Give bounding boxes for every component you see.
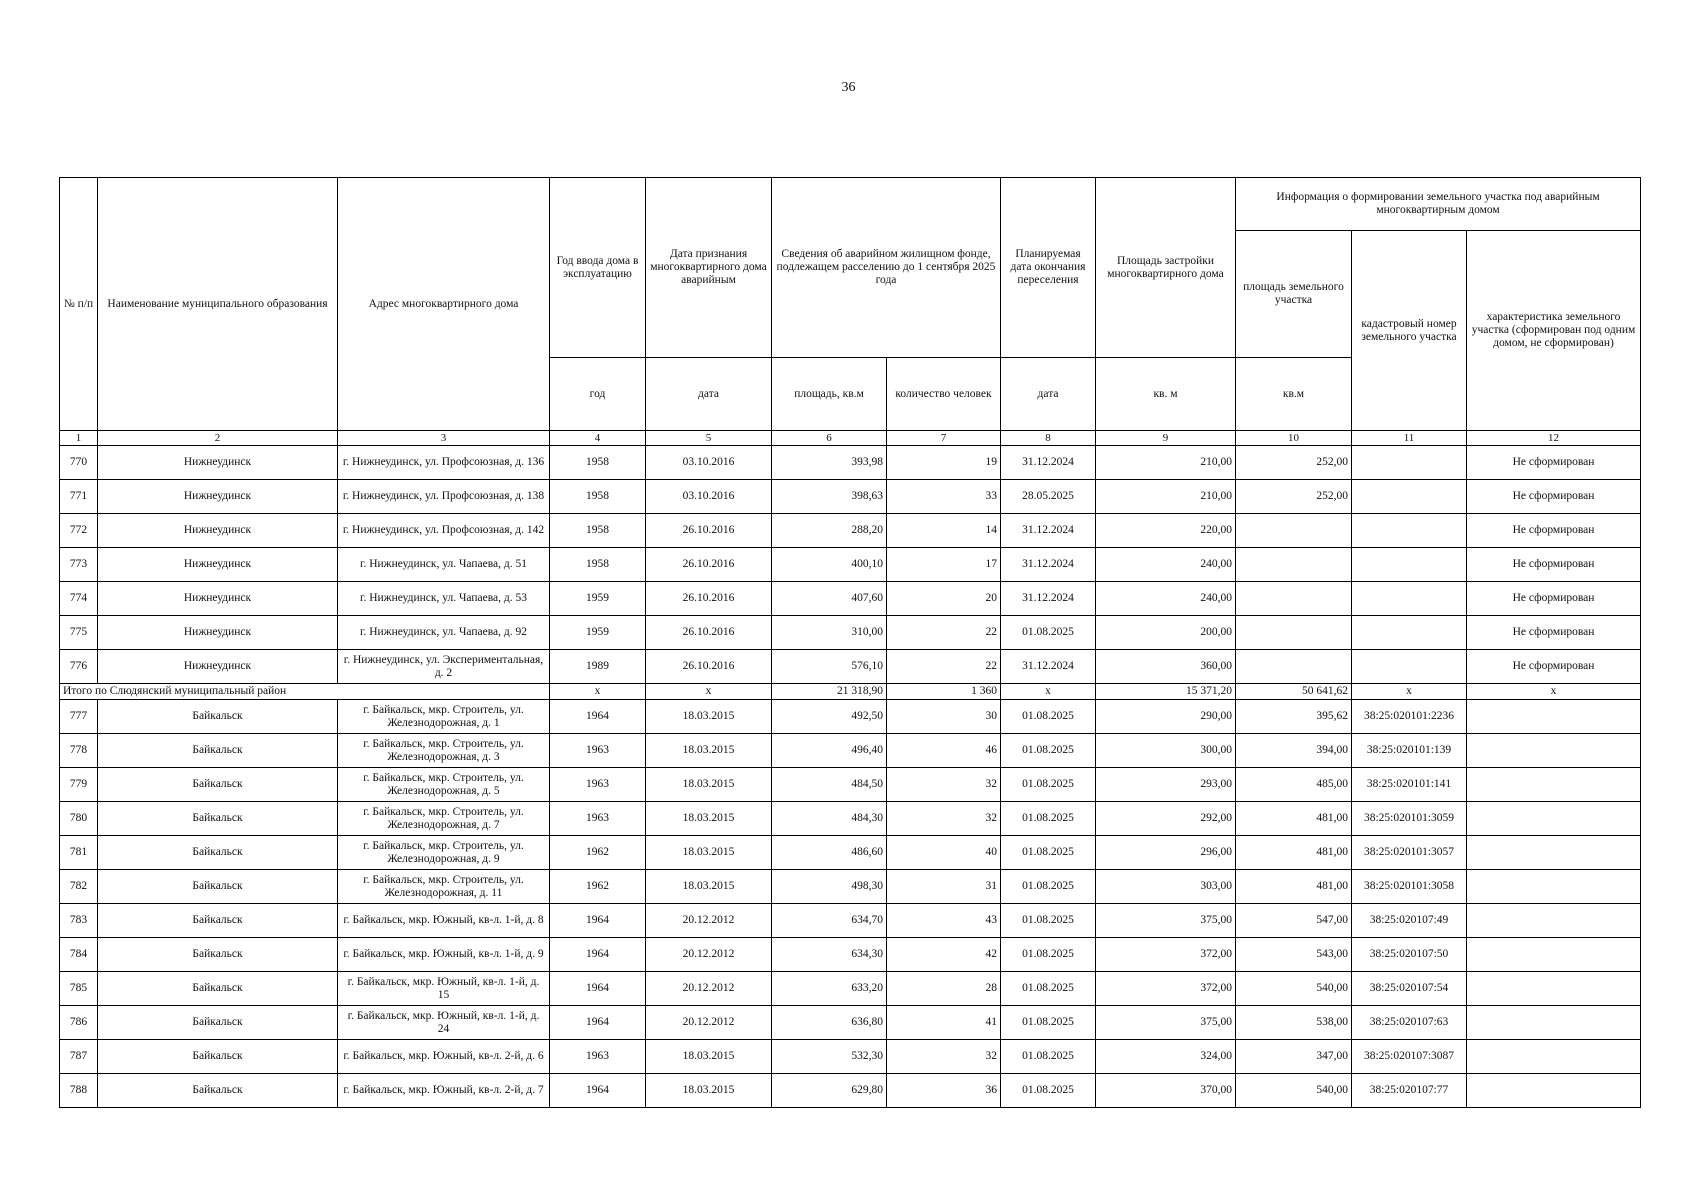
table-row bbox=[60, 768, 1641, 802]
table-body-baikalsk bbox=[60, 700, 1641, 1108]
resettlement-date-cell: 01.08.2025 bbox=[1001, 1040, 1096, 1074]
header-land-status: характеристика земельного участка (сформирован под одним домом, не сформирован) bbox=[1467, 231, 1641, 431]
total-cell: х bbox=[550, 684, 646, 700]
table-row bbox=[60, 1074, 1641, 1108]
people-count-cell: 19 bbox=[887, 446, 1001, 480]
people-count-cell: 46 bbox=[887, 734, 1001, 768]
area-cell: 484,30 bbox=[772, 802, 887, 836]
address-cell: г. Нижнеудинск, ул. Профсоюзная, д. 138 bbox=[338, 480, 550, 514]
people-count-cell: 14 bbox=[887, 514, 1001, 548]
emergency-date-cell: 20.12.2012 bbox=[646, 1006, 772, 1040]
row-number-cell: 785 bbox=[60, 972, 98, 1006]
row-number-cell: 778 bbox=[60, 734, 98, 768]
address-cell: г. Байкальск, мкр. Строитель, ул. Железнодорожная, д. 7 bbox=[338, 802, 550, 836]
building-area-cell: 210,00 bbox=[1096, 446, 1236, 480]
emergency-date-cell: 18.03.2015 bbox=[646, 870, 772, 904]
resettlement-date-cell: 01.08.2025 bbox=[1001, 700, 1096, 734]
unit-date: дата bbox=[646, 358, 772, 431]
building-area-cell: 200,00 bbox=[1096, 616, 1236, 650]
emergency-date-cell: 03.10.2016 bbox=[646, 480, 772, 514]
land-status-cell: Не сформирован bbox=[1467, 650, 1641, 684]
emergency-date-cell: 26.10.2016 bbox=[646, 582, 772, 616]
municipality-cell: Байкальск bbox=[98, 768, 338, 802]
address-cell: г. Байкальск, мкр. Строитель, ул. Железнодорожная, д. 3 bbox=[338, 734, 550, 768]
column-number: 10 bbox=[1236, 431, 1352, 446]
year-built-cell: 1958 bbox=[550, 514, 646, 548]
header-building-area: Площадь застройки многоквартирного дома bbox=[1096, 178, 1236, 358]
emergency-date-cell: 20.12.2012 bbox=[646, 972, 772, 1006]
cadastral-number-cell: 38:25:020107:50 bbox=[1352, 938, 1467, 972]
land-area-cell: 543,00 bbox=[1236, 938, 1352, 972]
year-built-cell: 1958 bbox=[550, 480, 646, 514]
total-cell: 15 371,20 bbox=[1096, 684, 1236, 700]
municipality-cell: Байкальск bbox=[98, 938, 338, 972]
emergency-date-cell: 20.12.2012 bbox=[646, 938, 772, 972]
land-area-cell bbox=[1236, 650, 1352, 684]
people-count-cell: 32 bbox=[887, 802, 1001, 836]
address-cell: г. Байкальск, мкр. Строитель, ул. Железнодорожная, д. 11 bbox=[338, 870, 550, 904]
municipality-cell: Байкальск bbox=[98, 870, 338, 904]
table-row bbox=[60, 514, 1641, 548]
land-status-cell bbox=[1467, 768, 1641, 802]
land-status-cell bbox=[1467, 938, 1641, 972]
building-area-cell: 303,00 bbox=[1096, 870, 1236, 904]
table-total-section bbox=[60, 684, 1641, 700]
land-status-cell bbox=[1467, 734, 1641, 768]
unit-plan-date: дата bbox=[1001, 358, 1096, 431]
people-count-cell: 33 bbox=[887, 480, 1001, 514]
building-area-cell: 324,00 bbox=[1096, 1040, 1236, 1074]
table-row bbox=[60, 938, 1641, 972]
land-area-cell: 481,00 bbox=[1236, 836, 1352, 870]
total-cell: 50 641,62 bbox=[1236, 684, 1352, 700]
header-land-plot-group: Информация о формировании земельного участка под аварийным многоквартирным домом bbox=[1236, 178, 1641, 231]
total-cell: х bbox=[1001, 684, 1096, 700]
address-cell: г. Байкальск, мкр. Строитель, ул. Железнодорожная, д. 9 bbox=[338, 836, 550, 870]
header-emergency-date: Дата признания многоквартирного дома аварийным bbox=[646, 178, 772, 358]
land-status-cell bbox=[1467, 972, 1641, 1006]
land-area-cell: 540,00 bbox=[1236, 972, 1352, 1006]
land-area-cell bbox=[1236, 582, 1352, 616]
area-cell: 633,20 bbox=[772, 972, 887, 1006]
column-number: 12 bbox=[1467, 431, 1641, 446]
people-count-cell: 40 bbox=[887, 836, 1001, 870]
land-status-cell bbox=[1467, 870, 1641, 904]
emergency-date-cell: 18.03.2015 bbox=[646, 1074, 772, 1108]
resettlement-date-cell: 01.08.2025 bbox=[1001, 836, 1096, 870]
resettlement-date-cell: 01.08.2025 bbox=[1001, 870, 1096, 904]
year-built-cell: 1959 bbox=[550, 582, 646, 616]
year-built-cell: 1964 bbox=[550, 700, 646, 734]
row-number-cell: 787 bbox=[60, 1040, 98, 1074]
municipality-cell: Нижнеудинск bbox=[98, 616, 338, 650]
year-built-cell: 1964 bbox=[550, 904, 646, 938]
resettlement-date-cell: 01.08.2025 bbox=[1001, 938, 1096, 972]
year-built-cell: 1989 bbox=[550, 650, 646, 684]
municipality-cell: Байкальск bbox=[98, 734, 338, 768]
address-cell: г. Байкальск, мкр. Строитель, ул. Железнодорожная, д. 5 bbox=[338, 768, 550, 802]
area-cell: 496,40 bbox=[772, 734, 887, 768]
area-cell: 310,00 bbox=[772, 616, 887, 650]
area-cell: 634,70 bbox=[772, 904, 887, 938]
area-cell: 532,30 bbox=[772, 1040, 887, 1074]
land-status-cell: Не сформирован bbox=[1467, 582, 1641, 616]
municipality-cell: Байкальск bbox=[98, 972, 338, 1006]
table-row bbox=[60, 616, 1641, 650]
column-number: 8 bbox=[1001, 431, 1096, 446]
municipality-cell: Байкальск bbox=[98, 802, 338, 836]
people-count-cell: 32 bbox=[887, 1040, 1001, 1074]
municipality-cell: Байкальск bbox=[98, 1040, 338, 1074]
building-area-cell: 375,00 bbox=[1096, 1006, 1236, 1040]
area-cell: 484,50 bbox=[772, 768, 887, 802]
land-area-cell: 538,00 bbox=[1236, 1006, 1352, 1040]
year-built-cell: 1964 bbox=[550, 972, 646, 1006]
resettlement-date-cell: 31.12.2024 bbox=[1001, 650, 1096, 684]
header-municipality: Наименование муниципального образования bbox=[98, 178, 338, 431]
cadastral-number-cell: 38:25:020107:77 bbox=[1352, 1074, 1467, 1108]
header-cadastral-number: кадастровый номер земельного участка bbox=[1352, 231, 1467, 431]
land-area-cell: 481,00 bbox=[1236, 870, 1352, 904]
table-row bbox=[60, 734, 1641, 768]
table-row bbox=[60, 904, 1641, 938]
land-area-cell bbox=[1236, 616, 1352, 650]
land-area-cell bbox=[1236, 514, 1352, 548]
total-label: Итого по Слюдянский муниципальный район bbox=[60, 684, 550, 700]
resettlement-date-cell: 01.08.2025 bbox=[1001, 972, 1096, 1006]
resettlement-date-cell: 31.12.2024 bbox=[1001, 582, 1096, 616]
area-cell: 400,10 bbox=[772, 548, 887, 582]
land-area-cell: 394,00 bbox=[1236, 734, 1352, 768]
cadastral-number-cell bbox=[1352, 480, 1467, 514]
total-cell: х bbox=[1352, 684, 1467, 700]
year-built-cell: 1963 bbox=[550, 734, 646, 768]
page-number: 36 bbox=[841, 80, 856, 95]
column-number: 2 bbox=[98, 431, 338, 446]
land-area-cell bbox=[1236, 548, 1352, 582]
year-built-cell: 1958 bbox=[550, 548, 646, 582]
land-area-cell: 252,00 bbox=[1236, 480, 1352, 514]
resettlement-date-cell: 01.08.2025 bbox=[1001, 1074, 1096, 1108]
cadastral-number-cell: 38:25:020107:3087 bbox=[1352, 1040, 1467, 1074]
land-area-cell: 540,00 bbox=[1236, 1074, 1352, 1108]
total-cell: х bbox=[1467, 684, 1641, 700]
building-area-cell: 240,00 bbox=[1096, 582, 1236, 616]
people-count-cell: 28 bbox=[887, 972, 1001, 1006]
year-built-cell: 1964 bbox=[550, 1074, 646, 1108]
municipality-cell: Нижнеудинск bbox=[98, 514, 338, 548]
cadastral-number-cell bbox=[1352, 514, 1467, 548]
building-area-cell: 370,00 bbox=[1096, 1074, 1236, 1108]
table-header bbox=[60, 178, 1641, 446]
municipality-cell: Байкальск bbox=[98, 1074, 338, 1108]
total-row bbox=[60, 684, 1641, 700]
header-housing-info: Сведения об аварийном жилищном фонде, подлежащем расселению до 1 сентября 2025 года bbox=[772, 178, 1001, 358]
emergency-date-cell: 26.10.2016 bbox=[646, 616, 772, 650]
column-number: 5 bbox=[646, 431, 772, 446]
building-area-cell: 220,00 bbox=[1096, 514, 1236, 548]
land-status-cell bbox=[1467, 1006, 1641, 1040]
address-cell: г. Нижнеудинск, ул. Профсоюзная, д. 142 bbox=[338, 514, 550, 548]
area-cell: 398,63 bbox=[772, 480, 887, 514]
table-row bbox=[60, 480, 1641, 514]
resettlement-date-cell: 01.08.2025 bbox=[1001, 734, 1096, 768]
land-area-cell: 485,00 bbox=[1236, 768, 1352, 802]
cadastral-number-cell bbox=[1352, 616, 1467, 650]
resettlement-date-cell: 01.08.2025 bbox=[1001, 904, 1096, 938]
year-built-cell: 1963 bbox=[550, 768, 646, 802]
row-number-cell: 781 bbox=[60, 836, 98, 870]
table-row bbox=[60, 700, 1641, 734]
emergency-date-cell: 18.03.2015 bbox=[646, 1040, 772, 1074]
row-number-cell: 779 bbox=[60, 768, 98, 802]
row-number-cell: 786 bbox=[60, 1006, 98, 1040]
people-count-cell: 32 bbox=[887, 768, 1001, 802]
land-status-cell: Не сформирован bbox=[1467, 480, 1641, 514]
row-number-cell: 772 bbox=[60, 514, 98, 548]
year-built-cell: 1963 bbox=[550, 802, 646, 836]
land-status-cell bbox=[1467, 904, 1641, 938]
address-cell: г. Нижнеудинск, ул. Чапаева, д. 92 bbox=[338, 616, 550, 650]
column-number: 1 bbox=[60, 431, 98, 446]
address-cell: г. Байкальск, мкр. Южный, кв-л. 1-й, д. 9 bbox=[338, 938, 550, 972]
header-land-area: площадь земельного участка bbox=[1236, 231, 1352, 358]
table-row bbox=[60, 1040, 1641, 1074]
emergency-date-cell: 18.03.2015 bbox=[646, 802, 772, 836]
row-number-cell: 782 bbox=[60, 870, 98, 904]
resettlement-date-cell: 28.05.2025 bbox=[1001, 480, 1096, 514]
cadastral-number-cell: 38:25:020101:3057 bbox=[1352, 836, 1467, 870]
resettlement-date-cell: 31.12.2024 bbox=[1001, 446, 1096, 480]
unit-people: количество человек bbox=[887, 358, 1001, 431]
total-cell: 21 318,90 bbox=[772, 684, 887, 700]
row-number-cell: 780 bbox=[60, 802, 98, 836]
unit-land-sqm: кв.м bbox=[1236, 358, 1352, 431]
row-number-cell: 775 bbox=[60, 616, 98, 650]
municipality-cell: Нижнеудинск bbox=[98, 548, 338, 582]
emergency-housing-table bbox=[59, 177, 1641, 1108]
resettlement-date-cell: 01.08.2025 bbox=[1001, 616, 1096, 650]
cadastral-number-cell bbox=[1352, 446, 1467, 480]
table-row bbox=[60, 1006, 1641, 1040]
emergency-date-cell: 26.10.2016 bbox=[646, 548, 772, 582]
address-cell: г. Нижнеудинск, ул. Профсоюзная, д. 136 bbox=[338, 446, 550, 480]
municipality-cell: Байкальск bbox=[98, 700, 338, 734]
address-cell: г. Нижнеудинск, ул. Чапаева, д. 53 bbox=[338, 582, 550, 616]
municipality-cell: Байкальск bbox=[98, 904, 338, 938]
land-status-cell: Не сформирован bbox=[1467, 616, 1641, 650]
emergency-date-cell: 18.03.2015 bbox=[646, 836, 772, 870]
area-cell: 492,50 bbox=[772, 700, 887, 734]
cadastral-number-cell bbox=[1352, 582, 1467, 616]
cadastral-number-cell: 38:25:020107:63 bbox=[1352, 1006, 1467, 1040]
people-count-cell: 20 bbox=[887, 582, 1001, 616]
people-count-cell: 22 bbox=[887, 650, 1001, 684]
building-area-cell: 240,00 bbox=[1096, 548, 1236, 582]
land-status-cell: Не сформирован bbox=[1467, 446, 1641, 480]
row-number-cell: 773 bbox=[60, 548, 98, 582]
building-area-cell: 372,00 bbox=[1096, 938, 1236, 972]
row-number-cell: 783 bbox=[60, 904, 98, 938]
address-cell: г. Байкальск, мкр. Южный, кв-л. 2-й, д. 7 bbox=[338, 1074, 550, 1108]
column-number: 9 bbox=[1096, 431, 1236, 446]
people-count-cell: 43 bbox=[887, 904, 1001, 938]
cadastral-number-cell: 38:25:020101:139 bbox=[1352, 734, 1467, 768]
year-built-cell: 1959 bbox=[550, 616, 646, 650]
table-row bbox=[60, 836, 1641, 870]
land-status-cell: Не сформирован bbox=[1467, 548, 1641, 582]
area-cell: 486,60 bbox=[772, 836, 887, 870]
area-cell: 393,98 bbox=[772, 446, 887, 480]
resettlement-date-cell: 31.12.2024 bbox=[1001, 548, 1096, 582]
table-row bbox=[60, 582, 1641, 616]
unit-year: год bbox=[550, 358, 646, 431]
cadastral-number-cell: 38:25:020101:2236 bbox=[1352, 700, 1467, 734]
address-cell: г. Байкальск, мкр. Южный, кв-л. 1-й, д. 15 bbox=[338, 972, 550, 1006]
people-count-cell: 17 bbox=[887, 548, 1001, 582]
row-number-cell: 771 bbox=[60, 480, 98, 514]
emergency-date-cell: 26.10.2016 bbox=[646, 650, 772, 684]
unit-sqm: кв. м bbox=[1096, 358, 1236, 431]
building-area-cell: 360,00 bbox=[1096, 650, 1236, 684]
address-cell: г. Нижнеудинск, ул. Экспериментальная, д. 2 bbox=[338, 650, 550, 684]
resettlement-date-cell: 01.08.2025 bbox=[1001, 768, 1096, 802]
table-body-nizhneudinsk bbox=[60, 446, 1641, 684]
table-row bbox=[60, 972, 1641, 1006]
address-cell: г. Байкальск, мкр. Южный, кв-л. 2-й, д. 6 bbox=[338, 1040, 550, 1074]
building-area-cell: 292,00 bbox=[1096, 802, 1236, 836]
people-count-cell: 30 bbox=[887, 700, 1001, 734]
cadastral-number-cell: 38:25:020101:3059 bbox=[1352, 802, 1467, 836]
column-number: 11 bbox=[1352, 431, 1467, 446]
table-row bbox=[60, 650, 1641, 684]
year-built-cell: 1963 bbox=[550, 1040, 646, 1074]
cadastral-number-cell: 38:25:020101:3058 bbox=[1352, 870, 1467, 904]
land-status-cell: Не сформирован bbox=[1467, 514, 1641, 548]
column-number: 7 bbox=[887, 431, 1001, 446]
area-cell: 407,60 bbox=[772, 582, 887, 616]
land-area-cell: 347,00 bbox=[1236, 1040, 1352, 1074]
row-number-cell: 774 bbox=[60, 582, 98, 616]
cadastral-number-cell: 38:25:020101:141 bbox=[1352, 768, 1467, 802]
building-area-cell: 372,00 bbox=[1096, 972, 1236, 1006]
row-number-cell: 770 bbox=[60, 446, 98, 480]
total-cell: х bbox=[646, 684, 772, 700]
land-status-cell bbox=[1467, 802, 1641, 836]
column-number: 3 bbox=[338, 431, 550, 446]
year-built-cell: 1962 bbox=[550, 870, 646, 904]
emergency-date-cell: 18.03.2015 bbox=[646, 700, 772, 734]
emergency-date-cell: 03.10.2016 bbox=[646, 446, 772, 480]
people-count-cell: 22 bbox=[887, 616, 1001, 650]
header-resettlement-date: Планируемая дата окончания переселения bbox=[1001, 178, 1096, 358]
year-built-cell: 1964 bbox=[550, 1006, 646, 1040]
year-built-cell: 1964 bbox=[550, 938, 646, 972]
people-count-cell: 42 bbox=[887, 938, 1001, 972]
address-cell: г. Байкальск, мкр. Южный, кв-л. 1-й, д. 24 bbox=[338, 1006, 550, 1040]
table-row bbox=[60, 802, 1641, 836]
land-area-cell: 481,00 bbox=[1236, 802, 1352, 836]
land-status-cell bbox=[1467, 1074, 1641, 1108]
land-status-cell bbox=[1467, 1040, 1641, 1074]
cadastral-number-cell: 38:25:020107:54 bbox=[1352, 972, 1467, 1006]
row-number-cell: 788 bbox=[60, 1074, 98, 1108]
table-row bbox=[60, 446, 1641, 480]
resettlement-date-cell: 01.08.2025 bbox=[1001, 1006, 1096, 1040]
header-row-number: № п/п bbox=[60, 178, 98, 431]
cadastral-number-cell: 38:25:020107:49 bbox=[1352, 904, 1467, 938]
emergency-date-cell: 18.03.2015 bbox=[646, 768, 772, 802]
area-cell: 576,10 bbox=[772, 650, 887, 684]
building-area-cell: 375,00 bbox=[1096, 904, 1236, 938]
table-row bbox=[60, 548, 1641, 582]
building-area-cell: 290,00 bbox=[1096, 700, 1236, 734]
building-area-cell: 300,00 bbox=[1096, 734, 1236, 768]
column-number-row bbox=[60, 431, 1641, 446]
land-area-cell: 252,00 bbox=[1236, 446, 1352, 480]
municipality-cell: Нижнеудинск bbox=[98, 650, 338, 684]
column-number: 6 bbox=[772, 431, 887, 446]
address-cell: г. Нижнеудинск, ул. Чапаева, д. 51 bbox=[338, 548, 550, 582]
row-number-cell: 776 bbox=[60, 650, 98, 684]
row-number-cell: 777 bbox=[60, 700, 98, 734]
area-cell: 636,80 bbox=[772, 1006, 887, 1040]
municipality-cell: Байкальск bbox=[98, 836, 338, 870]
land-status-cell bbox=[1467, 836, 1641, 870]
address-cell: г. Байкальск, мкр. Южный, кв-л. 1-й, д. 8 bbox=[338, 904, 550, 938]
municipality-cell: Нижнеудинск bbox=[98, 582, 338, 616]
column-number: 4 bbox=[550, 431, 646, 446]
emergency-date-cell: 20.12.2012 bbox=[646, 904, 772, 938]
building-area-cell: 210,00 bbox=[1096, 480, 1236, 514]
year-built-cell: 1962 bbox=[550, 836, 646, 870]
year-built-cell: 1958 bbox=[550, 446, 646, 480]
building-area-cell: 296,00 bbox=[1096, 836, 1236, 870]
people-count-cell: 41 bbox=[887, 1006, 1001, 1040]
unit-area: площадь, кв.м bbox=[772, 358, 887, 431]
land-area-cell: 395,62 bbox=[1236, 700, 1352, 734]
resettlement-date-cell: 01.08.2025 bbox=[1001, 802, 1096, 836]
land-status-cell bbox=[1467, 700, 1641, 734]
table-row bbox=[60, 870, 1641, 904]
cadastral-number-cell bbox=[1352, 548, 1467, 582]
row-number-cell: 784 bbox=[60, 938, 98, 972]
municipality-cell: Байкальск bbox=[98, 1006, 338, 1040]
address-cell: г. Байкальск, мкр. Строитель, ул. Железнодорожная, д. 1 bbox=[338, 700, 550, 734]
area-cell: 634,30 bbox=[772, 938, 887, 972]
header-year-built: Год ввода дома в эксплуатацию bbox=[550, 178, 646, 358]
area-cell: 498,30 bbox=[772, 870, 887, 904]
cadastral-number-cell bbox=[1352, 650, 1467, 684]
emergency-date-cell: 26.10.2016 bbox=[646, 514, 772, 548]
resettlement-date-cell: 31.12.2024 bbox=[1001, 514, 1096, 548]
building-area-cell: 293,00 bbox=[1096, 768, 1236, 802]
people-count-cell: 31 bbox=[887, 870, 1001, 904]
area-cell: 288,20 bbox=[772, 514, 887, 548]
area-cell: 629,80 bbox=[772, 1074, 887, 1108]
land-area-cell: 547,00 bbox=[1236, 904, 1352, 938]
total-cell: 1 360 bbox=[887, 684, 1001, 700]
municipality-cell: Нижнеудинск bbox=[98, 480, 338, 514]
municipality-cell: Нижнеудинск bbox=[98, 446, 338, 480]
header-address: Адрес многоквартирного дома bbox=[338, 178, 550, 431]
people-count-cell: 36 bbox=[887, 1074, 1001, 1108]
emergency-date-cell: 18.03.2015 bbox=[646, 734, 772, 768]
